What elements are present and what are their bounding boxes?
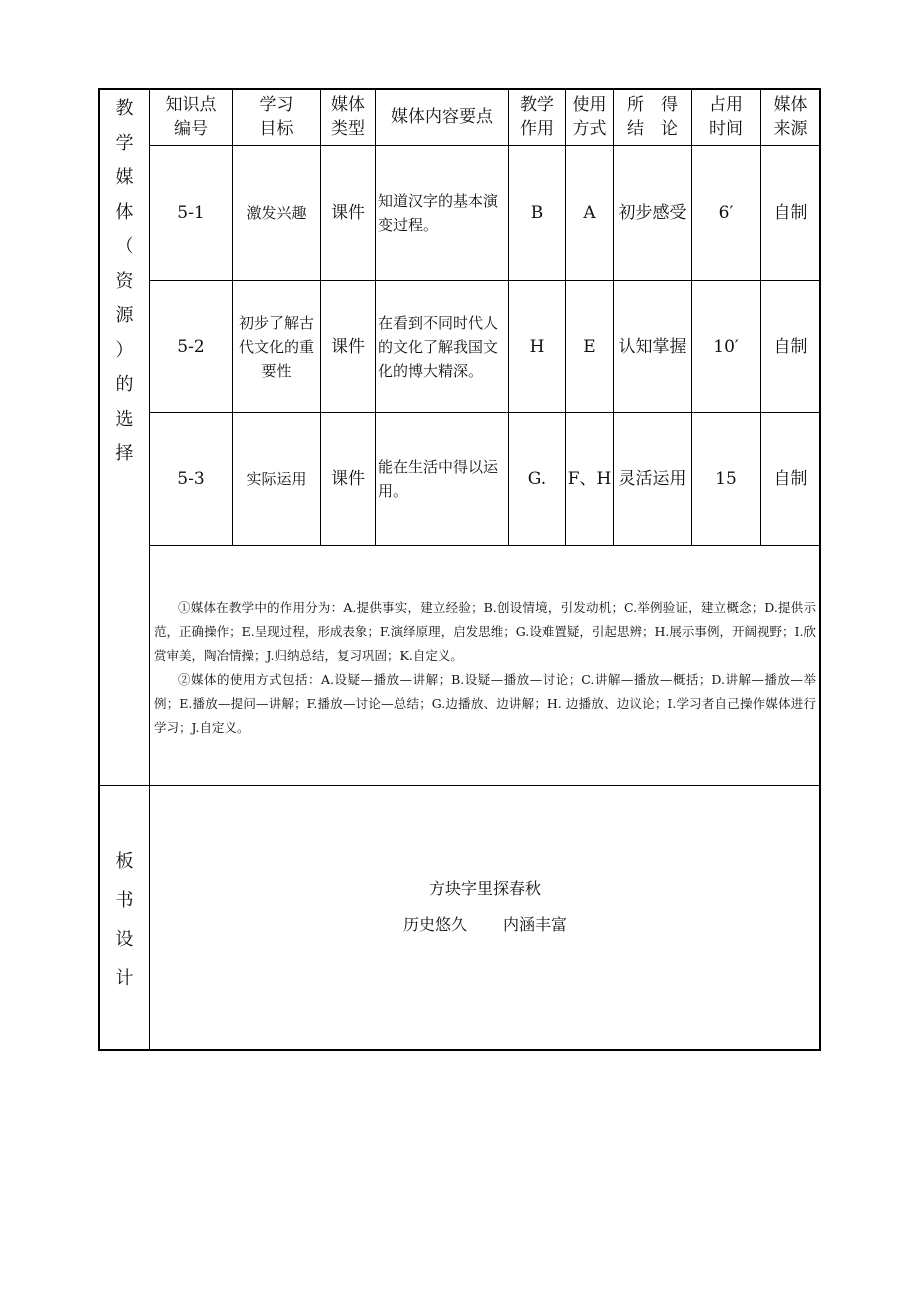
header-line: 结 论 xyxy=(627,119,678,139)
header-line: 媒体 xyxy=(773,95,808,115)
header-source xyxy=(761,89,820,145)
header-mode xyxy=(566,89,613,145)
label-char: 设 xyxy=(115,929,134,950)
media-notes xyxy=(154,596,816,740)
label-char: 板 xyxy=(115,851,134,872)
board-design-label xyxy=(100,842,149,998)
cell-role: H xyxy=(529,336,545,357)
label-char: 教 xyxy=(115,98,134,119)
cell-id: 5-1 xyxy=(177,203,205,223)
header-line: 所 得 xyxy=(627,95,678,115)
cell-goal: 实际运用 xyxy=(246,470,307,488)
label-char: 计 xyxy=(115,968,134,989)
board-subtitle xyxy=(150,912,820,935)
divider xyxy=(149,545,821,546)
header-type xyxy=(321,89,375,145)
note-modes: ②媒体的使用方式包括：A.设疑—播放—讲解；B.设疑—播放—讨论；C.讲解—播放—概括；D.讲解—播放—举例；E.播放—提问—讲解；F.播放—讨论—总结；G.边播放、边讲解；H. 边播放、边议论；I.学习者自己操作媒体进行学习；J.自定义。 xyxy=(154,672,816,735)
cell-mode: F、H xyxy=(567,469,612,489)
cell-content: 知道汉字的基本演变过程。 xyxy=(378,192,499,234)
cell-time: 6′ xyxy=(718,203,734,223)
cell-result: 初步感受 xyxy=(618,203,687,223)
label-char: 择 xyxy=(115,443,134,464)
board-right-phrase: 内涵丰富 xyxy=(503,915,568,934)
divider xyxy=(98,785,821,786)
header-line: 教学 xyxy=(520,95,554,115)
cell-id: 5-2 xyxy=(177,336,205,357)
cell-source: 自制 xyxy=(773,336,808,357)
cell-time: 15 xyxy=(715,469,737,489)
header-line: 编号 xyxy=(174,119,208,139)
label-char: 学 xyxy=(115,132,134,154)
header-content xyxy=(376,89,508,145)
media-selection-label xyxy=(100,92,149,472)
cell-type: 课件 xyxy=(331,469,365,489)
cell-mode: A xyxy=(583,203,596,223)
cell-content: 能在生活中得以运用。 xyxy=(378,458,499,500)
cell-id: 5-3 xyxy=(177,469,205,489)
label-char: 源 xyxy=(115,305,134,326)
label-char: （ xyxy=(115,236,134,257)
header-role xyxy=(509,89,565,145)
header-line: 方式 xyxy=(572,119,607,139)
header-line: 媒体 xyxy=(331,95,365,115)
cell-type: 课件 xyxy=(331,203,365,223)
header-time xyxy=(692,89,760,145)
cell-goal: 激发兴趣 xyxy=(246,204,307,222)
cell-content: 在看到不同时代人的文化了解我国文化的博大精深。 xyxy=(378,313,499,380)
header-line: 媒体内容要点 xyxy=(391,107,493,127)
header-line: 使用 xyxy=(572,95,607,115)
cell-result: 认知掌握 xyxy=(618,336,687,357)
header-line: 知识点 xyxy=(165,95,217,115)
label-char: 媒 xyxy=(115,167,134,188)
header-line: 学习 xyxy=(259,95,294,115)
header-result xyxy=(614,89,691,145)
cell-role: B xyxy=(530,203,544,223)
label-char: 的 xyxy=(115,374,134,395)
board-left-phrase: 历史悠久 xyxy=(402,915,467,934)
label-char: 资 xyxy=(115,270,134,292)
cell-source: 自制 xyxy=(773,469,808,489)
cell-type: 课件 xyxy=(331,336,365,357)
board-title: 方块字里探春秋 xyxy=(428,879,541,898)
header-line: 类型 xyxy=(331,119,365,139)
header-line: 来源 xyxy=(773,119,808,139)
label-char: 选 xyxy=(115,408,134,430)
header-line: 时间 xyxy=(709,119,743,139)
header-line: 作用 xyxy=(520,119,554,139)
cell-result: 灵活运用 xyxy=(618,469,687,489)
cell-source: 自制 xyxy=(773,203,808,223)
label-char: 书 xyxy=(115,890,134,911)
label-char: 体 xyxy=(115,201,134,223)
note-roles: ①媒体在教学中的作用分为：A.提供事实，建立经验；B.创设情境，引发动机；C.举例验证，建立概念；D.提供示范，正确操作；E.呈现过程，形成表象；F.演绎原理，启发思维；G.设难置疑，引起思辨；H.展示事例，开阔视野；I.欣赏审美，陶冶情操；J.归纳总结，复习巩固；K.自定义。 xyxy=(154,600,816,663)
cell-time: 10′ xyxy=(713,336,739,357)
header-line: 目标 xyxy=(259,119,294,139)
header-goal xyxy=(233,89,320,145)
cell-goal: 初步了解古代文化的重要性 xyxy=(238,313,314,380)
header-id xyxy=(150,89,232,145)
label-char: ） xyxy=(115,339,134,361)
cell-mode: E xyxy=(583,336,596,357)
cell-role: G. xyxy=(527,469,547,489)
header-line: 占用 xyxy=(709,95,743,115)
